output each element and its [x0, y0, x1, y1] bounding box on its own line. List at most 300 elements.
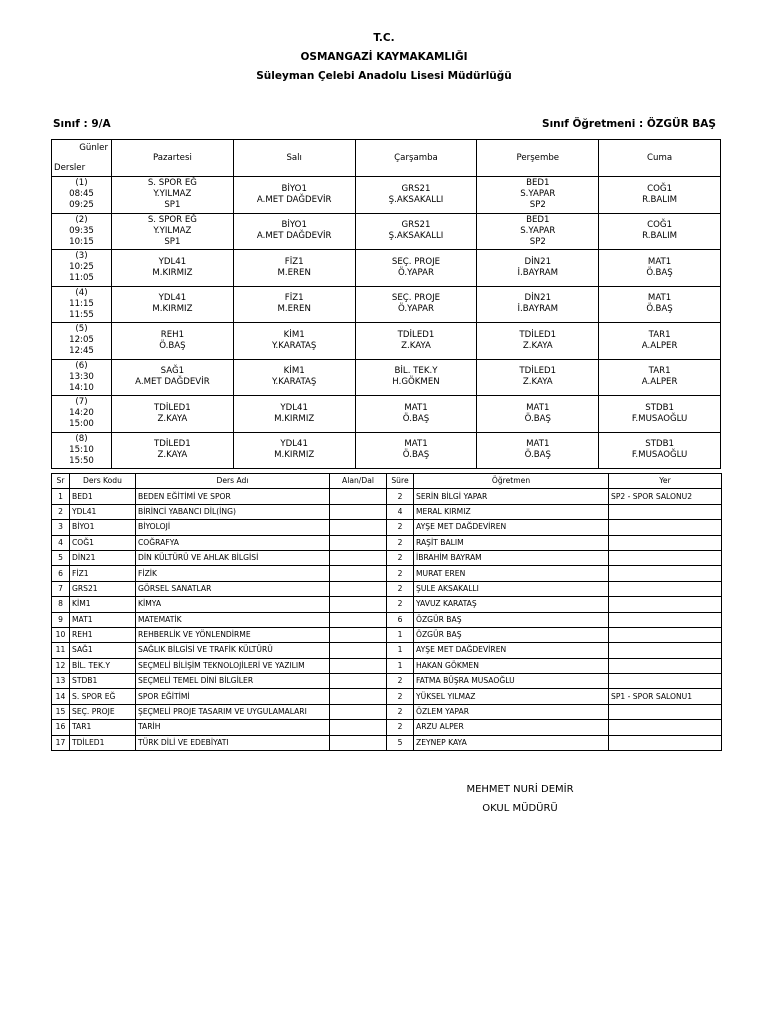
- lesson-code: GRS21: [401, 183, 431, 194]
- lesson-code: STDB1: [645, 402, 674, 413]
- course-field: [330, 627, 387, 642]
- course-teacher: ÖZGÜR BAŞ: [414, 612, 609, 627]
- course-teacher: MURAT EREN: [414, 566, 609, 581]
- lesson-code: TDİLED1: [519, 366, 557, 377]
- course-sr: 1: [52, 489, 70, 504]
- lesson-cell-friday: [599, 323, 721, 360]
- weekly-timetable: [51, 139, 721, 469]
- period-no: (5): [75, 324, 88, 335]
- lesson-teacher: Z.KAYA: [522, 377, 553, 388]
- course-code: SAĞ1: [70, 643, 136, 658]
- course-location: [609, 581, 722, 596]
- period-end: 12:45: [69, 346, 94, 357]
- lesson-cell-wednesday: [355, 323, 477, 360]
- day-header-friday: Cuma: [599, 140, 721, 177]
- course-duration: 2: [387, 704, 414, 719]
- lesson-teacher: R.BALIM: [642, 231, 678, 242]
- lesson-room: SP2: [529, 200, 546, 211]
- course-teacher: AYŞE MET DAĞDEVİREN: [414, 643, 609, 658]
- lesson-code: SAĞ1: [160, 366, 185, 377]
- course-duration: 1: [387, 658, 414, 673]
- lesson-code: FİZ1: [284, 293, 304, 304]
- lesson-cell-tuesday: [233, 359, 355, 396]
- course-name: MATEMATİK: [136, 612, 330, 627]
- course-duration: 2: [387, 689, 414, 704]
- lesson-code: TDİLED1: [397, 329, 435, 340]
- course-location: [609, 643, 722, 658]
- course-name: BİRİNCİ YABANCI DİL(İNG): [136, 504, 330, 519]
- lesson-teacher: Z.KAYA: [157, 450, 188, 461]
- course-location: [609, 674, 722, 689]
- lesson-teacher: A.MET DAĞDEVİR: [135, 377, 210, 388]
- lesson-cell-wednesday: [355, 359, 477, 396]
- course-row: [52, 566, 722, 581]
- period-no: (8): [75, 433, 88, 444]
- lesson-teacher: Ö.BAŞ: [402, 450, 430, 461]
- timetable-row: [52, 432, 721, 469]
- lesson-teacher: F.MUSAOĞLU: [631, 450, 688, 461]
- lesson-cell-tuesday: [233, 213, 355, 250]
- lesson-cell-friday: [599, 432, 721, 469]
- days-corner-label: Günler: [79, 143, 108, 153]
- course-sr: 5: [52, 550, 70, 565]
- course-list-header-row: [52, 474, 722, 489]
- course-name: SPOR EĞİTİMİ: [136, 689, 330, 704]
- lesson-teacher: Ö.BAŞ: [524, 450, 551, 461]
- course-code: BİYO1: [70, 520, 136, 535]
- course-location: [609, 550, 722, 565]
- course-code: GRS21: [70, 581, 136, 596]
- lesson-room: SP2: [529, 236, 546, 247]
- course-sr: 13: [52, 674, 70, 689]
- period-no: (4): [75, 287, 88, 298]
- course-sr: 2: [52, 504, 70, 519]
- class-teacher-label: Sınıf Öğretmeni : ÖZGÜR BAŞ: [542, 118, 716, 130]
- lesson-teacher: Ö.BAŞ: [159, 340, 186, 351]
- course-name: GÖRSEL SANATLAR: [136, 581, 330, 596]
- lesson-cell-tuesday: [233, 177, 355, 214]
- col-header-location: Yer: [609, 474, 722, 489]
- course-teacher: ARZU ALPER: [414, 720, 609, 735]
- period-cell: [52, 432, 112, 469]
- col-header-duration: Süre: [387, 474, 414, 489]
- lesson-code: TDİLED1: [519, 329, 557, 340]
- course-duration: 2: [387, 597, 414, 612]
- period-end: 15:50: [69, 455, 94, 466]
- period-cell: [52, 396, 112, 433]
- course-field: [330, 566, 387, 581]
- lesson-teacher: M.KIRMIZ: [152, 304, 193, 315]
- lesson-teacher: R.BALIM: [642, 194, 678, 205]
- lesson-teacher: M.KIRMIZ: [274, 450, 315, 461]
- lesson-cell-thursday: [477, 359, 599, 396]
- lesson-code: KİM1: [283, 366, 305, 377]
- course-sr: 6: [52, 566, 70, 581]
- period-end: 09:25: [69, 200, 94, 211]
- lesson-teacher: Z.KAYA: [157, 413, 188, 424]
- lesson-cell-tuesday: [233, 396, 355, 433]
- lesson-code: KİM1: [283, 329, 305, 340]
- course-duration: 5: [387, 735, 414, 750]
- course-field: [330, 597, 387, 612]
- principal-name: MEHMET NURİ DEMİR: [466, 784, 574, 795]
- lesson-teacher: H.GÖKMEN: [392, 377, 440, 388]
- course-duration: 6: [387, 612, 414, 627]
- course-code: BED1: [70, 489, 136, 504]
- course-name: SEÇMELİ TEMEL DİNİ BİLGİLER: [136, 674, 330, 689]
- lesson-code: BİYO1: [281, 220, 307, 231]
- course-row: [52, 550, 722, 565]
- course-code: FİZ1: [70, 566, 136, 581]
- course-location: SP1 - SPOR SALONU1: [609, 689, 722, 704]
- lesson-teacher: S.YAPAR: [520, 225, 556, 236]
- course-duration: 2: [387, 566, 414, 581]
- course-sr: 12: [52, 658, 70, 673]
- period-cell: [52, 213, 112, 250]
- course-sr: 15: [52, 704, 70, 719]
- timetable-row: [52, 359, 721, 396]
- lesson-code: REH1: [160, 329, 185, 340]
- course-duration: 2: [387, 535, 414, 550]
- course-field: [330, 550, 387, 565]
- course-location: [609, 535, 722, 550]
- course-code: S. SPOR EĞ: [70, 689, 136, 704]
- course-name: KİMYA: [136, 597, 330, 612]
- course-teacher: İBRAHİM BAYRAM: [414, 550, 609, 565]
- course-teacher: FATMA BÜŞRA MUSAOĞLU: [414, 674, 609, 689]
- lesson-code: TDİLED1: [154, 439, 191, 450]
- period-cell: [52, 323, 112, 360]
- principal-title: OKUL MÜDÜRÜ: [482, 803, 558, 814]
- course-teacher: SERİN BİLGİ YAPAR: [414, 489, 609, 504]
- lesson-cell-monday: [112, 213, 234, 250]
- course-teacher: HAKAN GÖKMEN: [414, 658, 609, 673]
- lesson-cell-tuesday: [233, 250, 355, 287]
- lesson-code: BİYO1: [281, 183, 307, 194]
- course-name: SAĞLIK BİLGİSİ VE TRAFİK KÜLTÜRÜ: [136, 643, 330, 658]
- course-duration: 2: [387, 581, 414, 596]
- course-field: [330, 720, 387, 735]
- lesson-code: TAR1: [648, 329, 671, 340]
- lesson-teacher: Ö.BAŞ: [646, 267, 673, 278]
- course-sr: 4: [52, 535, 70, 550]
- lesson-teacher: M.EREN: [277, 267, 311, 278]
- lesson-code: BİL. TEK.Y: [394, 366, 438, 377]
- course-name: BİYOLOJİ: [136, 520, 330, 535]
- lesson-cell-thursday: [477, 432, 599, 469]
- course-duration: 2: [387, 489, 414, 504]
- lesson-cell-tuesday: [233, 286, 355, 323]
- period-end: 15:00: [69, 419, 94, 430]
- header-tc: T.C.: [373, 32, 395, 44]
- course-field: [330, 689, 387, 704]
- period-start: 09:35: [69, 225, 94, 236]
- lesson-teacher: İ.BAYRAM: [517, 267, 559, 278]
- period-end: 10:15: [69, 236, 94, 247]
- lesson-code: MAT1: [404, 402, 428, 413]
- course-location: [609, 735, 722, 750]
- col-header-teacher: Öğretmen: [414, 474, 609, 489]
- lesson-cell-wednesday: [355, 432, 477, 469]
- course-code: TAR1: [70, 720, 136, 735]
- lesson-teacher: Y.KARATAŞ: [272, 340, 317, 351]
- lesson-cell-wednesday: [355, 396, 477, 433]
- course-teacher: RAŞİT BALIM: [414, 535, 609, 550]
- course-code: SEÇ. PROJE: [70, 704, 136, 719]
- course-field: [330, 735, 387, 750]
- course-teacher: AYŞE MET DAĞDEVİREN: [414, 520, 609, 535]
- lesson-cell-monday: [112, 359, 234, 396]
- timetable-row: [52, 177, 721, 214]
- lesson-teacher: Y.YILMAZ: [153, 189, 192, 200]
- course-code: KİM1: [70, 597, 136, 612]
- period-start: 10:25: [69, 262, 94, 273]
- lesson-teacher: Ö.BAŞ: [524, 413, 551, 424]
- course-field: [330, 704, 387, 719]
- course-field: [330, 612, 387, 627]
- course-teacher: ÖZLEM YAPAR: [414, 704, 609, 719]
- course-row: [52, 535, 722, 550]
- course-row: [52, 612, 722, 627]
- course-name: FİZİK: [136, 566, 330, 581]
- lesson-code: TAR1: [648, 366, 671, 377]
- course-duration: 2: [387, 520, 414, 535]
- lesson-cell-wednesday: [355, 177, 477, 214]
- course-teacher: ŞULE AKSAKALLI: [414, 581, 609, 596]
- course-name: REHBERLİK VE YÖNLENDİRME: [136, 627, 330, 642]
- lesson-teacher: A.MET DAĞDEVİR: [256, 194, 332, 205]
- course-location: [609, 566, 722, 581]
- course-row: [52, 597, 722, 612]
- course-teacher: MERAL KIRMIZ: [414, 504, 609, 519]
- course-sr: 11: [52, 643, 70, 658]
- lesson-cell-thursday: [477, 396, 599, 433]
- course-sr: 9: [52, 612, 70, 627]
- course-field: [330, 489, 387, 504]
- period-no: (3): [75, 251, 88, 262]
- lesson-code: MAT1: [526, 402, 550, 413]
- lesson-teacher: F.MUSAOĞLU: [631, 413, 688, 424]
- course-duration: 1: [387, 627, 414, 642]
- lesson-teacher: M.KIRMIZ: [152, 267, 193, 278]
- timetable-header-row: [52, 140, 721, 177]
- period-start: 13:30: [69, 371, 94, 382]
- course-field: [330, 504, 387, 519]
- lesson-teacher: A.MET DAĞDEVİR: [256, 231, 332, 242]
- lesson-cell-thursday: [477, 177, 599, 214]
- course-sr: 16: [52, 720, 70, 735]
- course-duration: 2: [387, 674, 414, 689]
- lesson-cell-wednesday: [355, 213, 477, 250]
- lesson-teacher: Ö.YAPAR: [397, 267, 435, 278]
- lesson-cell-friday: [599, 359, 721, 396]
- course-location: [609, 627, 722, 642]
- course-row: [52, 658, 722, 673]
- lesson-cell-monday: [112, 250, 234, 287]
- course-row: [52, 643, 722, 658]
- lesson-teacher: M.EREN: [277, 304, 311, 315]
- course-row: [52, 689, 722, 704]
- course-field: [330, 674, 387, 689]
- lesson-cell-wednesday: [355, 250, 477, 287]
- lesson-code: COĞ1: [647, 183, 673, 194]
- lesson-cell-tuesday: [233, 323, 355, 360]
- course-row: [52, 704, 722, 719]
- lesson-cell-monday: [112, 177, 234, 214]
- lesson-teacher: Ş.AKSAKALLI: [388, 194, 444, 205]
- day-header-wednesday: Çarşamba: [355, 140, 477, 177]
- day-header-tuesday: Salı: [233, 140, 355, 177]
- day-header-thursday: Perşembe: [477, 140, 599, 177]
- period-start: 14:20: [69, 408, 94, 419]
- course-teacher: YÜKSEL YILMAZ: [414, 689, 609, 704]
- course-sr: 7: [52, 581, 70, 596]
- timetable-row: [52, 286, 721, 323]
- period-no: (1): [75, 178, 88, 189]
- period-start: 08:45: [69, 189, 94, 200]
- lesson-code: MAT1: [404, 439, 428, 450]
- lesson-teacher: S.YAPAR: [520, 189, 556, 200]
- lesson-cell-thursday: [477, 323, 599, 360]
- lesson-cell-monday: [112, 323, 234, 360]
- course-name: ŞEÇMELİ PROJE TASARIM VE UYGULAMALARI: [136, 704, 330, 719]
- course-code: TDİLED1: [70, 735, 136, 750]
- course-row: [52, 735, 722, 750]
- lesson-cell-monday: [112, 396, 234, 433]
- course-code: BİL. TEK.Y: [70, 658, 136, 673]
- lesson-code: S. SPOR EĞ: [147, 214, 197, 225]
- course-row: [52, 489, 722, 504]
- period-no: (6): [75, 360, 88, 371]
- lesson-code: YDL41: [280, 402, 308, 413]
- timetable-row: [52, 250, 721, 287]
- course-duration: 2: [387, 550, 414, 565]
- lesson-cell-friday: [599, 250, 721, 287]
- lesson-cell-monday: [112, 286, 234, 323]
- timetable-row: [52, 396, 721, 433]
- course-teacher: YAVUZ KARATAŞ: [414, 597, 609, 612]
- period-start: 15:10: [69, 444, 94, 455]
- course-code: COĞ1: [70, 535, 136, 550]
- lesson-room: SP1: [164, 200, 181, 211]
- course-field: [330, 520, 387, 535]
- period-end: 14:10: [69, 382, 94, 393]
- course-code: STDB1: [70, 674, 136, 689]
- course-name: TARİH: [136, 720, 330, 735]
- course-row: [52, 627, 722, 642]
- lesson-cell-thursday: [477, 286, 599, 323]
- period-cell: [52, 286, 112, 323]
- col-header-code: Ders Kodu: [70, 474, 136, 489]
- lesson-teacher: Ö.BAŞ: [402, 413, 430, 424]
- lesson-code: COĞ1: [647, 220, 673, 231]
- lesson-code: DİN21: [524, 293, 552, 304]
- lesson-cell-friday: [599, 213, 721, 250]
- course-row: [52, 720, 722, 735]
- lesson-cell-wednesday: [355, 286, 477, 323]
- lesson-teacher: Ş.AKSAKALLI: [388, 231, 444, 242]
- lesson-cell-friday: [599, 177, 721, 214]
- col-header-field: Alan/Dal: [330, 474, 387, 489]
- course-location: [609, 597, 722, 612]
- lesson-code: BED1: [526, 178, 550, 189]
- lesson-code: YDL41: [158, 293, 187, 304]
- course-row: [52, 581, 722, 596]
- course-code: YDL41: [70, 504, 136, 519]
- course-code: REH1: [70, 627, 136, 642]
- course-location: [609, 612, 722, 627]
- course-name: BEDEN EĞİTİMİ VE SPOR: [136, 489, 330, 504]
- course-name: SEÇMELİ BİLİŞİM TEKNOLOJİLERİ VE YAZILIM: [136, 658, 330, 673]
- lesson-cell-friday: [599, 286, 721, 323]
- period-cell: [52, 177, 112, 214]
- course-row: [52, 520, 722, 535]
- lesson-cell-thursday: [477, 250, 599, 287]
- course-list-table: [51, 473, 722, 751]
- day-header-monday: Pazartesi: [112, 140, 234, 177]
- course-sr: 17: [52, 735, 70, 750]
- timetable-corner-cell: [52, 140, 112, 177]
- course-location: [609, 704, 722, 719]
- lesson-cell-tuesday: [233, 432, 355, 469]
- lesson-code: SEÇ. PROJE: [391, 256, 441, 267]
- period-cell: [52, 359, 112, 396]
- lesson-code: BED1: [526, 214, 550, 225]
- course-sr: 8: [52, 597, 70, 612]
- course-field: [330, 535, 387, 550]
- lesson-code: TDİLED1: [154, 402, 191, 413]
- lesson-cell-thursday: [477, 213, 599, 250]
- course-name: COĞRAFYA: [136, 535, 330, 550]
- lessons-corner-label: Dersler: [54, 163, 86, 173]
- lesson-teacher: Z.KAYA: [522, 340, 553, 351]
- course-row: [52, 674, 722, 689]
- course-sr: 14: [52, 689, 70, 704]
- lesson-teacher: A.ALPER: [641, 340, 678, 351]
- course-location: [609, 504, 722, 519]
- col-header-sr: Sr: [52, 474, 70, 489]
- lesson-teacher: İ.BAYRAM: [517, 304, 559, 315]
- lesson-code: DİN21: [524, 256, 552, 267]
- course-location: [609, 520, 722, 535]
- lesson-code: FİZ1: [284, 256, 304, 267]
- course-name: TÜRK DİLİ VE EDEBİYATI: [136, 735, 330, 750]
- lesson-code: SEÇ. PROJE: [391, 293, 441, 304]
- period-no: (2): [75, 214, 88, 225]
- period-no: (7): [75, 397, 88, 408]
- course-name: DİN KÜLTÜRÜ VE AHLAK BİLGİSİ: [136, 550, 330, 565]
- course-location: SP2 - SPOR SALONU2: [609, 489, 722, 504]
- course-teacher: ZEYNEP KAYA: [414, 735, 609, 750]
- lesson-code: MAT1: [647, 293, 672, 304]
- course-sr: 10: [52, 627, 70, 642]
- course-field: [330, 643, 387, 658]
- course-sr: 3: [52, 520, 70, 535]
- header-authority: OSMANGAZİ KAYMAKAMLIĞI: [300, 51, 468, 63]
- class-label: Sınıf : 9/A: [53, 118, 111, 130]
- lesson-cell-monday: [112, 432, 234, 469]
- header-school: Süleyman Çelebi Anadolu Lisesi Müdürlüğü: [256, 70, 512, 82]
- lesson-code: GRS21: [401, 220, 431, 231]
- lesson-code: YDL41: [280, 439, 308, 450]
- lesson-teacher: A.ALPER: [641, 377, 678, 388]
- timetable-row: [52, 213, 721, 250]
- lesson-teacher: Z.KAYA: [401, 340, 431, 351]
- lesson-teacher: Ö.BAŞ: [646, 304, 673, 315]
- timetable-row: [52, 323, 721, 360]
- course-field: [330, 658, 387, 673]
- lesson-room: SP1: [164, 236, 181, 247]
